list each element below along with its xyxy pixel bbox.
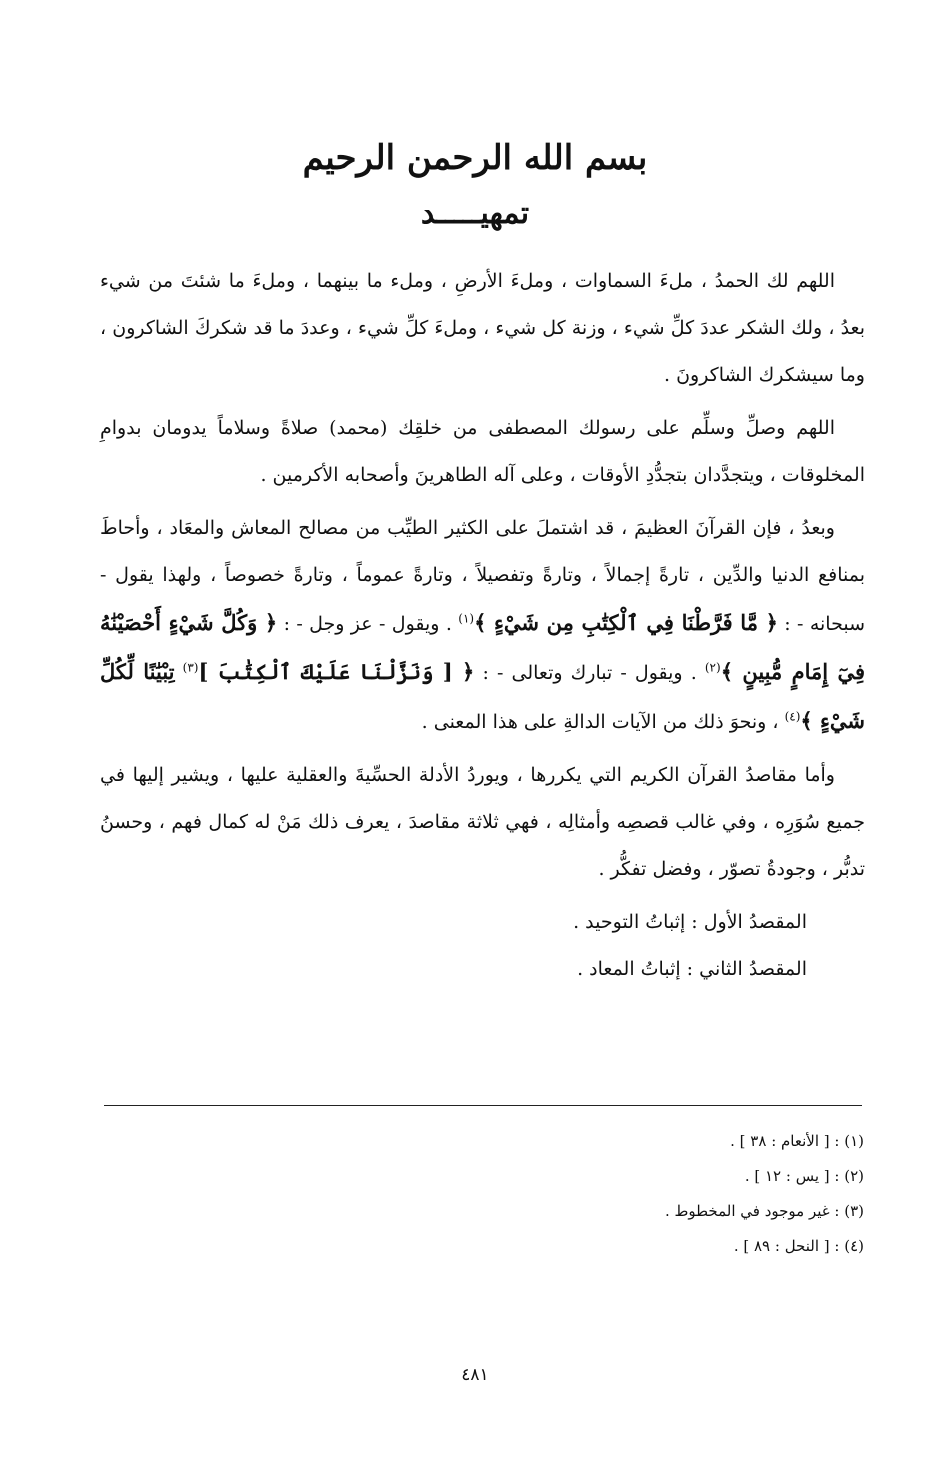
footnote-divider <box>104 1105 862 1106</box>
quran-verse: ﴿ وَكُلَّ شَيْءٍ أَحْصَيْنَٰهُ فِيٓ إِمَامٍ مُّبِينٍ ﴾ <box>100 610 866 684</box>
paragraph-praise: اللهم لك الحمدُ ، ملءَ السماوات ، وملءَ الأرضِ ، وملء ما بينهما ، وملءَ ما شئتَ من شيء بعدُ ، ولك الشكر عددَ كلِّ شيء ، وزنة كل شيء ، وملءَ كلِّ شيء ، وعددَ ما قد شكركَ الشاكرون ، وما سيشكرك الشاكرونَ . <box>100 270 865 386</box>
footnote-ref: (٤) <box>784 709 801 724</box>
quran-verse: ﴿ مَّا فَرَّطْنَا فِي ٱلْكِتَٰبِ مِن شَيْءٍ ﴾ <box>474 610 778 635</box>
objective-item: المقصدُ الثاني : إثباتُ المعاد . <box>577 958 807 980</box>
footnote-item: (١) : [ الأنعام : ٣٨ ] . <box>730 1132 864 1150</box>
objective-item: المقصدُ الأول : إثباتُ التوحيد . <box>573 911 807 933</box>
paragraph-salutation: اللهم وصلِّ وسلِّم على رسولك المصطفى من خلقِك (محمد) صلاةً وسلاماً يدومان بدوامِ المخلوقات ، ويتجدَّدان بتجدُّدِ الأوقات ، وعلى آله الطاهرينَ وأصحابه الأكرمين . <box>100 417 865 486</box>
footnote-item: (٢) : [ يس : ١٢ ] . <box>744 1167 864 1185</box>
paragraph-text: . ويقول - عز وجل - : <box>283 613 452 635</box>
basmala-heading: بسم الله الرحمن الرحيم <box>302 138 648 178</box>
paragraph-objectives: وأما مقاصدُ القرآن الكريم التي يكررها ، ويوردُ الأدلة الحسِّيةَ والعقلية عليها ، ويشير إليها في جميع سُوَرِه ، وفي غالب قصصِه وأمثالِه ، فهي ثلاثة مقاصدَ ، يعرف ذلك مَنْ له كمال فهم ، وحسنُ تدبُّر ، وجودةُ تصوّر ، وفضل تفكُّر . <box>100 764 865 880</box>
paragraph-text: ، ونحوَ ذلك من الآيات الدالةِ على هذا المعنى . <box>421 711 779 733</box>
main-text <box>100 258 865 993</box>
footnote-ref: (٣) <box>182 660 199 675</box>
footnote-ref: (١) <box>458 611 475 626</box>
footnotes <box>164 1124 864 1264</box>
footnote-ref: (٢) <box>704 660 721 675</box>
paragraph-text: وبعدُ ، فإن القرآنَ العظيمَ ، قد اشتملَ على الكثير الطيِّب من مصالح المعاش والمعَاد ، وأحاطَ بمنافع الدنيا والدِّين ، تارةً إجمالاً ، وتارةً وتفصيلاً ، وتارةً عموماً ، وتارةً خصوصاً ، ولهذا يقول - سبحانه - : <box>100 517 866 635</box>
page-number: ٤٨١ <box>461 1365 489 1385</box>
footnote-item: (٤) : [ النحل : ٨٩ ] . <box>733 1237 864 1255</box>
quran-verse: تِبْيَٰنًا لِّكُلِّ شَيْءٍ ﴾ <box>100 659 865 733</box>
chapter-title: تمهيـــــد <box>420 196 530 231</box>
paragraph-quran-scope <box>100 505 865 746</box>
quran-verse: ﴿ [ وَنَزَّلْنَا عَلَيْكَ ٱلْكِتَٰبَ ] <box>198 659 475 684</box>
paragraph-text: . ويقول - تبارك وتعالى - : <box>482 662 697 684</box>
footnote-item: (٣) : غير موجود في المخطوط . <box>664 1202 864 1220</box>
